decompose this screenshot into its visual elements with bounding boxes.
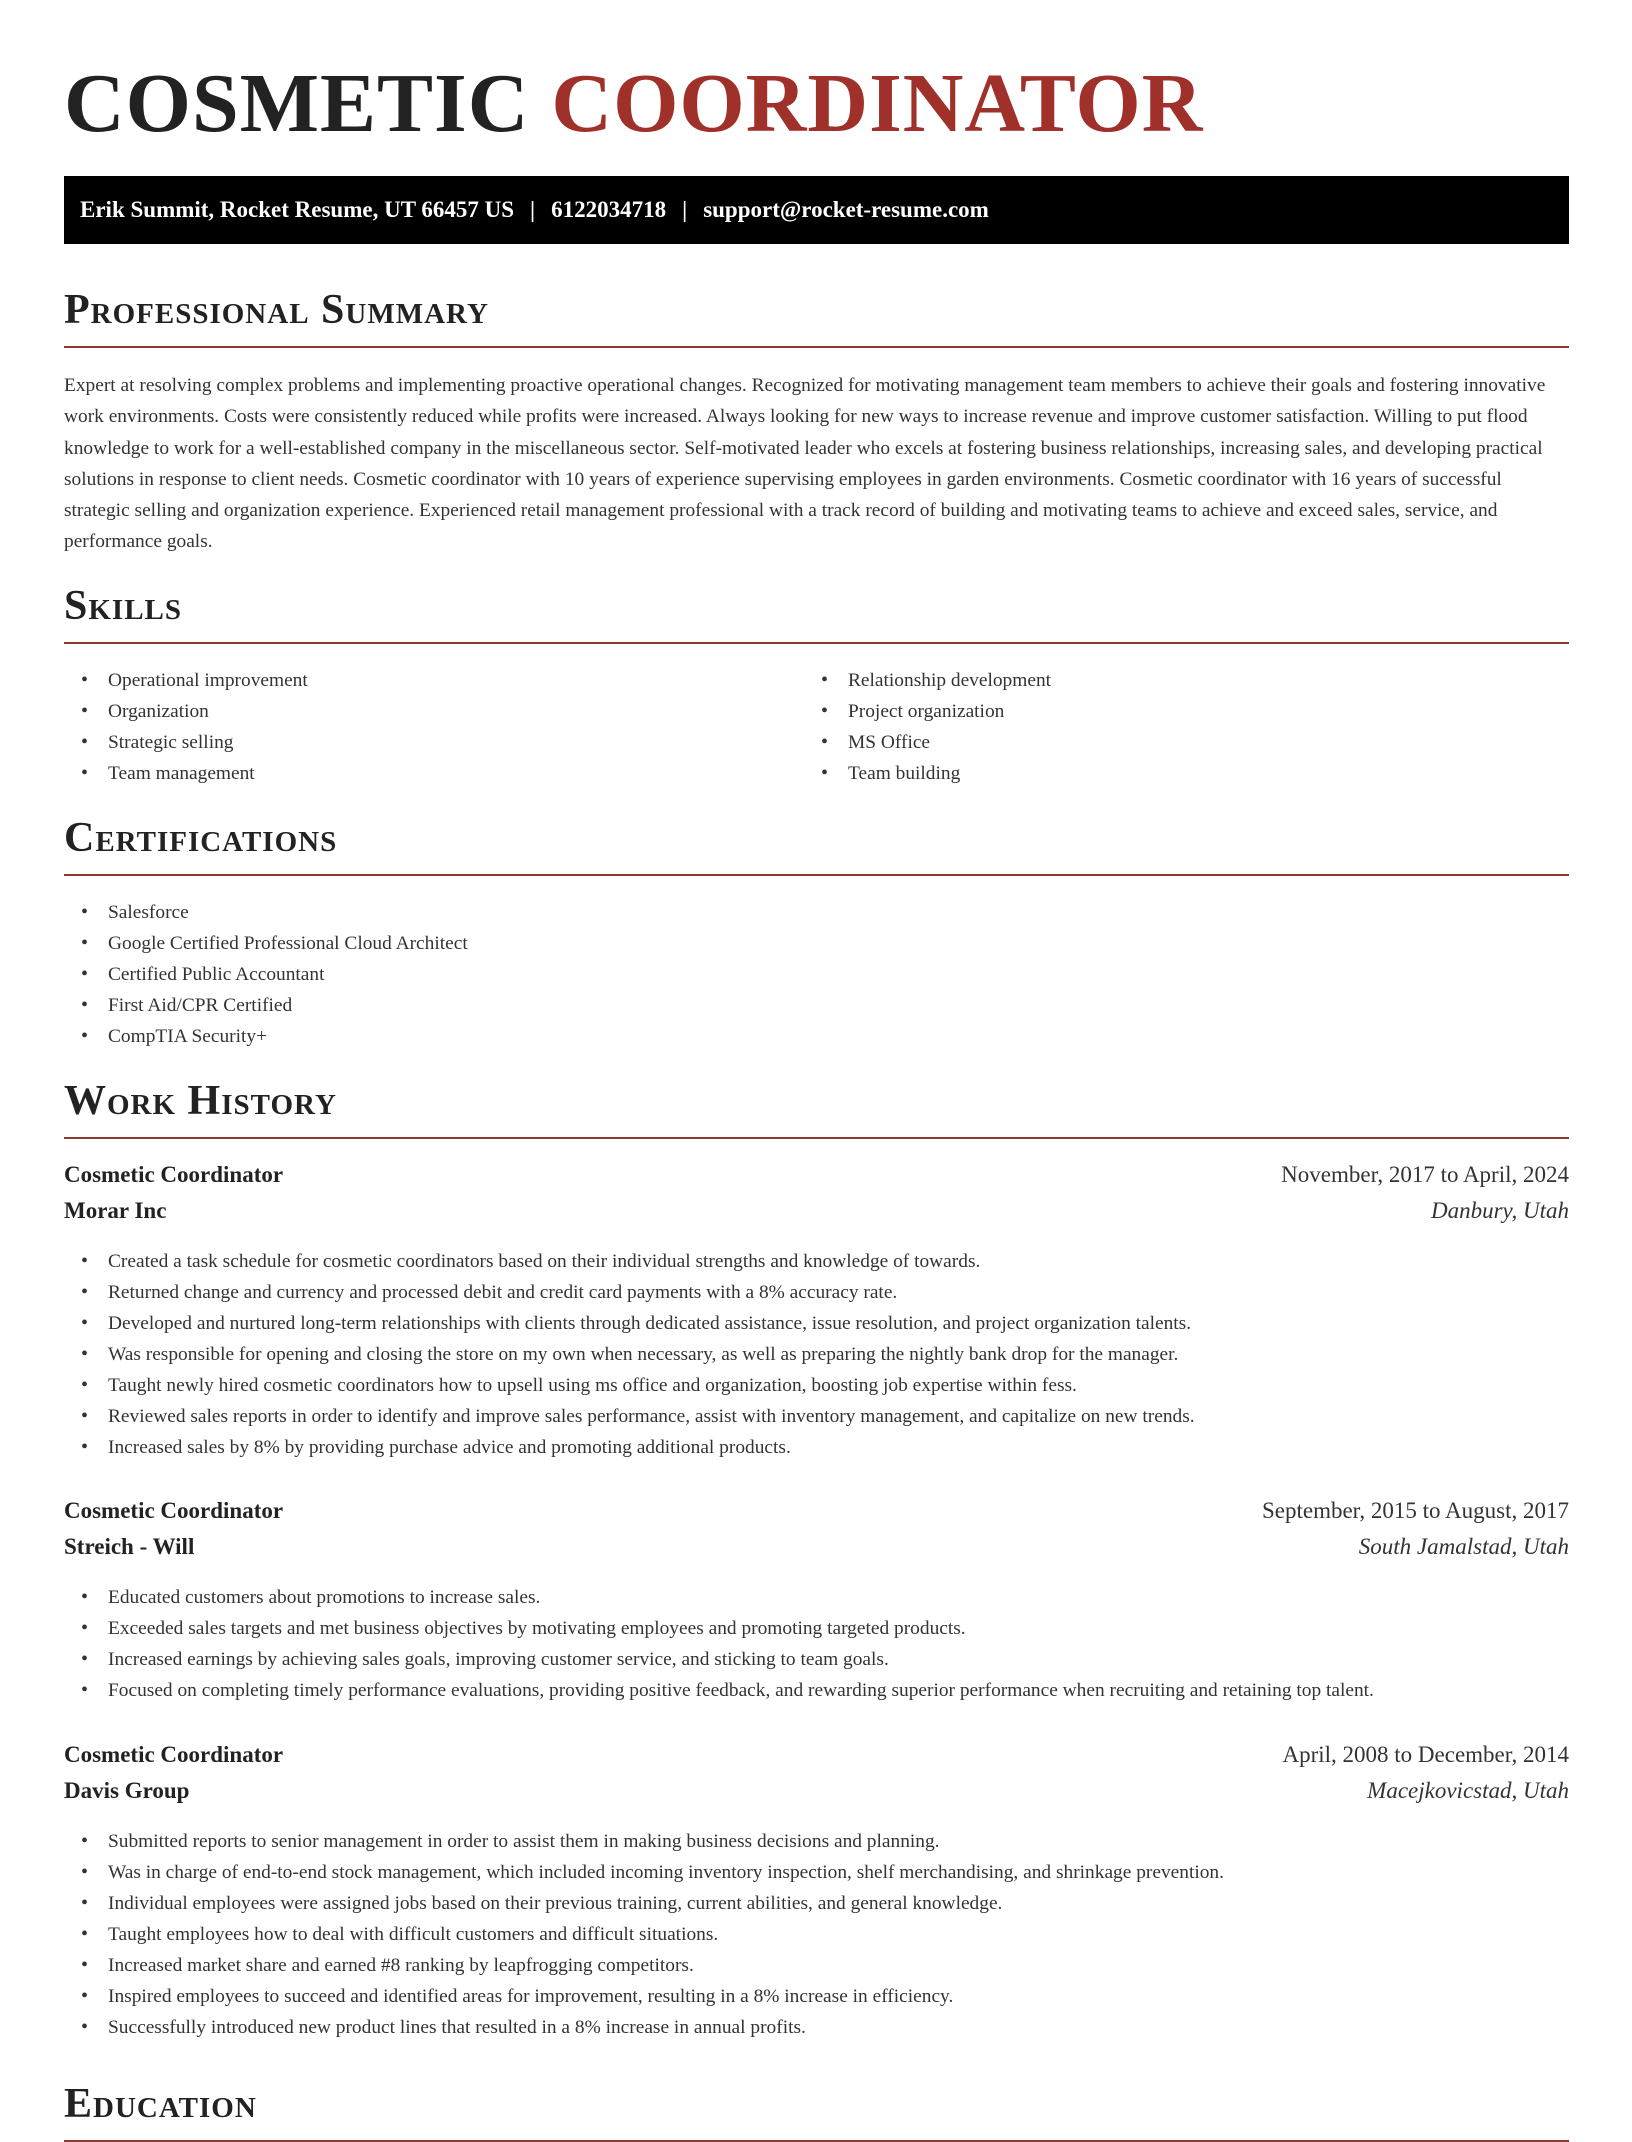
job-bullet: • Returned change and currency and processed debit and credit card payments with a 8% accuracy rate.: [64, 1277, 1569, 1308]
job-bullet: • Individual employees were assigned jobs based on their previous training, current abilities, and general knowledge.: [64, 1888, 1569, 1919]
job-bullet: • Successfully introduced new product lines that resulted in a 8% increase in annual profits.: [64, 2012, 1569, 2043]
contact-email: support@rocket-resume.com: [703, 197, 989, 222]
job-title: Cosmetic Coordinator: [64, 1162, 284, 1187]
job-bullet: • Increased earnings by achieving sales goals, improving customer service, and sticking to team goals.: [64, 1644, 1569, 1675]
job-dates: September, 2015 to August, 2017: [1261, 1498, 1569, 1523]
summary-heading: Professional Summary: [64, 284, 1569, 348]
job-entry: [64, 1162, 1569, 1463]
job-entry: [64, 1742, 1569, 2043]
contact-bar: [64, 176, 1569, 244]
job-bullet: • Educated customers about promotions to increase sales.: [64, 1582, 1569, 1613]
skills-heading: Skills: [64, 580, 1569, 644]
job-bullet: • Created a task schedule for cosmetic coordinators based on their individual strengths and knowledge of towards.: [64, 1246, 1569, 1277]
job-company: Morar Inc: [64, 1198, 167, 1223]
job-title: Cosmetic Coordinator: [64, 1742, 284, 1767]
job-bullet: • Taught employees how to deal with difficult customers and difficult situations.: [64, 1919, 1569, 1950]
job-bullet: • Exceeded sales targets and met business objectives by motivating employees and promoting targeted products.: [64, 1613, 1569, 1644]
skill-item: • Operational improvement: [64, 665, 308, 696]
skill-item: • MS Office: [804, 727, 1051, 758]
job-location: South Jamalstad, Utah: [1358, 1534, 1569, 1559]
skill-item: • Relationship development: [804, 665, 1051, 696]
job-title: Cosmetic Coordinator: [64, 1498, 284, 1523]
certification-item: • Salesforce: [64, 897, 468, 928]
skill-item: • Strategic selling: [64, 727, 308, 758]
certification-item: • First Aid/CPR Certified: [64, 990, 468, 1021]
contact-phone: 6122034718: [551, 197, 667, 222]
job-bullet: • Focused on completing timely performance evaluations, providing positive feedback, and rewarding superior performance when recruiting and retaining top talent.: [64, 1675, 1569, 1706]
contact-separator: |: [682, 197, 688, 222]
certification-item: • Certified Public Accountant: [64, 959, 468, 990]
work-history-heading: Work History: [64, 1075, 1569, 1139]
job-bullet: • Submitted reports to senior management in order to assist them in making business decisions and planning.: [64, 1826, 1569, 1857]
job-bullets: [64, 1826, 1569, 2043]
certification-item: • Google Certified Professional Cloud Architect: [64, 928, 468, 959]
job-entry: [64, 1498, 1569, 1706]
job-bullet: • Was responsible for opening and closing the store on my own when necessary, as well as preparing the nightly bank drop for the manager.: [64, 1339, 1569, 1370]
job-dates: November, 2017 to April, 2024: [1281, 1162, 1569, 1187]
job-bullet: • Taught newly hired cosmetic coordinators how to upsell using ms office and organization, boosting job expertise within fess.: [64, 1370, 1569, 1401]
title-part-1: COSMETIC: [64, 57, 530, 150]
job-bullet: • Increased sales by 8% by providing purchase advice and promoting additional products.: [64, 1432, 1569, 1463]
contact-separator: |: [530, 197, 536, 222]
skill-item: • Organization: [64, 696, 308, 727]
title-part-2: COORDINATOR: [551, 57, 1204, 150]
job-bullet: • Increased market share and earned #8 ranking by leapfrogging competitors.: [64, 1950, 1569, 1981]
job-dates: April, 2008 to December, 2014: [1282, 1742, 1569, 1767]
certifications-heading: Certifications: [64, 812, 1569, 876]
skill-item: • Team building: [804, 758, 1051, 789]
job-bullet: • Reviewed sales reports in order to identify and improve sales performance, assist with inventory management, and capitalize on new trends.: [64, 1401, 1569, 1432]
job-bullets: [64, 1582, 1569, 1706]
resume-title: [64, 54, 1203, 154]
job-bullets: [64, 1246, 1569, 1463]
job-company: Davis Group: [64, 1778, 190, 1803]
skill-item: • Project organization: [804, 696, 1051, 727]
job-location: Macejkovicstad, Utah: [1367, 1778, 1569, 1803]
skills-list-right: [804, 665, 1051, 789]
contact-address: Erik Summit, Rocket Resume, UT 66457 US: [80, 197, 515, 222]
summary-text: Expert at resolving complex problems and implementing proactive operational changes. Recognized for motivating management team members to achieve their goals and fostering innovative work environments. Costs were consistently reduced while profits were increased. Always looking for new ways to increase revenue and improve customer satisfaction. Willing to put flood knowledge to work for a well-established company in the miscellaneous sector. Self-motivated leader who excels at fostering business relationships, increasing sales, and developing practical solutions in response to client needs. Cosmetic coordinator with 10 years of experience supervising employees in garden environments. Cosmetic coordinator with 16 years of successful strategic selling and organization experience. Experienced retail management professional with a track record of building and motivating teams to achieve and exceed sales, service, and performance goals.: [64, 375, 1546, 553]
job-bullet: • Inspired employees to succeed and identified areas for improvement, resulting in a 8% increase in efficiency.: [64, 1981, 1569, 2012]
education-heading: Education: [64, 2078, 1569, 2142]
certifications-list: [64, 897, 468, 1052]
job-bullet: • Was in charge of end-to-end stock management, which included incoming inventory inspection, shelf merchandising, and shrinkage prevention.: [64, 1857, 1569, 1888]
job-location: Danbury, Utah: [1431, 1198, 1569, 1223]
skill-item: • Team management: [64, 758, 308, 789]
certification-item: • CompTIA Security+: [64, 1021, 468, 1052]
skills-list-left: [64, 665, 308, 789]
job-bullet: • Developed and nurtured long-term relationships with clients through dedicated assistance, issue resolution, and project organization talents.: [64, 1308, 1569, 1339]
job-company: Streich - Will: [64, 1534, 195, 1559]
